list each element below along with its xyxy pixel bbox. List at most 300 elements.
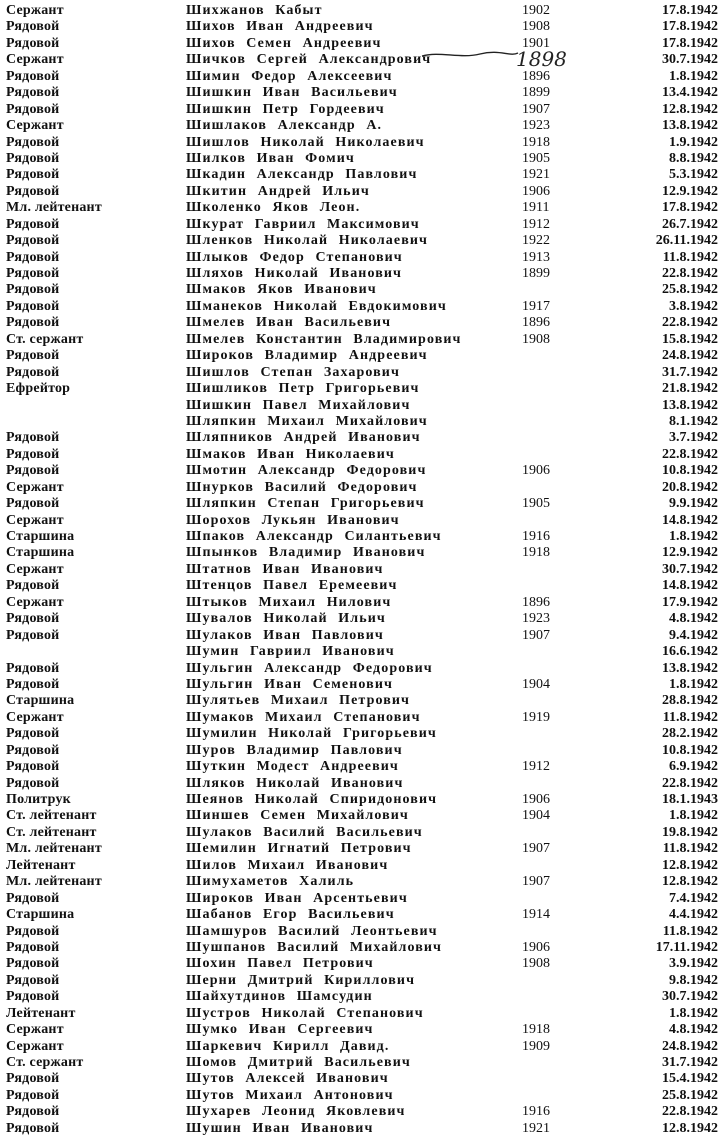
list-row [0,956,726,972]
year-cell: 1923 [522,611,550,627]
name-cell: Шутов Алексей Иванович [186,1071,389,1087]
date-cell: 25.8.1942 [662,1087,718,1103]
list-row [0,611,726,627]
rank-cell: Старшина [6,907,75,923]
name-cell: Шичков Сергей Александрович [186,52,432,68]
date-cell: 10.8.1942 [662,463,718,479]
rank-cell: Мл. лейтенант [6,841,102,857]
date-cell: 3.7.1942 [669,430,718,446]
list-row [0,776,726,792]
rank-cell: Ст. сержант [6,1055,84,1070]
name-cell: Шумко Иван Сергеевич [186,1022,374,1038]
year-cell: 1908 [522,956,550,972]
date-cell: 14.8.1942 [662,512,718,528]
year-cell: 1913 [522,249,550,265]
date-cell: 11.8.1942 [662,249,718,265]
list-row [0,1039,726,1055]
year-cell: 1921 [522,1120,550,1136]
date-cell: 15.4.1942 [662,1071,718,1087]
date-cell: 22.8.1942 [662,446,718,462]
list-row [0,348,726,364]
date-cell: 17.9.1942 [662,594,718,610]
year-cell: 1902 [522,3,550,18]
name-cell: Шульгин Иван Семенович [186,676,393,692]
list-row [0,496,726,512]
year-cell: 1907 [522,101,550,117]
name-cell: Шляпкин Михаил Михайлович [186,413,428,429]
list-row [0,217,726,233]
list-row [0,759,726,775]
list-row [0,19,726,35]
rank-cell: Рядовой [6,35,60,51]
date-cell: 13.8.1942 [662,118,718,134]
rank-cell: Лейтенант [6,1005,76,1021]
rank-cell: Лейтенант [6,857,76,873]
name-cell: Шмелев Иван Васильевич [186,315,392,331]
list-row [0,1071,726,1087]
name-cell: Шляпкин Степан Григорьевич [186,496,425,512]
list-row [0,282,726,298]
list-row [0,644,726,660]
rank-cell: Рядовой [6,611,60,627]
name-cell: Шохин Павел Петрович [186,956,374,972]
list-row [0,480,726,496]
name-cell: Шимин Федор Алексеевич [186,68,393,84]
rank-cell: Рядовой [6,1120,60,1136]
rank-cell: Политрук [6,792,71,807]
list-row [0,513,726,529]
list-row [0,940,726,956]
year-cell: 1918 [522,1022,550,1038]
rank-cell: Рядовой [6,1104,60,1120]
rank-cell: Рядовой [6,68,60,84]
rank-cell: Сержант [6,709,64,725]
list-row [0,989,726,1005]
name-cell: Шувалов Николай Ильич [186,611,386,627]
list-row [0,200,726,216]
rank-cell: Рядовой [6,890,60,906]
rank-cell: Рядовой [6,939,60,955]
name-cell: Шилов Михаил Иванович [186,857,389,873]
list-row [0,414,726,430]
name-cell: Штыков Михаил Нилович [186,594,392,610]
rank-cell: Рядовой [6,1071,60,1087]
date-cell: 9.8.1942 [669,972,718,988]
rank-cell: Рядовой [6,496,60,512]
list-row [0,545,726,561]
rank-cell: Рядовой [6,989,60,1005]
name-cell: Шутов Михаил Антонович [186,1087,394,1103]
date-cell: 24.8.1942 [662,348,718,364]
name-cell: Шмаков Иван Николаевич [186,446,395,462]
date-cell: 13.8.1942 [662,397,718,413]
date-cell: 3.9.1942 [669,956,718,972]
list-row [0,661,726,677]
name-cell: Школенко Яков Леон. [186,200,361,216]
name-cell: Шманеков Николай Евдокимович [186,298,447,314]
year-cell: 1911 [522,200,550,216]
list-row [0,447,726,463]
name-cell: Шуткин Модест Андреевич [186,759,399,775]
name-cell: Шабанов Егор Васильевич [186,907,395,923]
rank-cell: Рядовой [6,676,60,692]
year-cell: 1908 [522,331,550,347]
date-cell: 12.9.1942 [662,545,718,561]
list-row [0,628,726,644]
year-cell: 1905 [522,496,550,512]
list-row [0,874,726,890]
list-row [0,85,726,101]
name-cell: Шеянов Николай Спиридонович [186,792,438,807]
name-cell: Шнурков Василий Федорович [186,479,418,495]
list-row [0,808,726,824]
year-cell: 1907 [522,627,550,643]
rank-cell: Мл. лейтенант [6,200,102,216]
date-cell: 21.8.1942 [662,381,718,397]
list-row [0,792,726,808]
rank-cell: Рядовой [6,298,60,314]
date-cell: 10.8.1942 [662,742,718,758]
year-cell: 1907 [522,841,550,857]
year-cell: 1909 [522,1038,550,1054]
name-cell: Шлыков Федор Степанович [186,249,403,265]
rank-cell: Рядовой [6,282,60,298]
list-row [0,365,726,381]
year-cell: 1923 [522,118,550,134]
rank-cell: Рядовой [6,348,60,364]
list-row [0,562,726,578]
date-cell: 1.8.1942 [669,1005,718,1021]
name-cell: Шиншев Семен Михайлович [186,808,409,824]
year-cell: 1901 [522,35,550,51]
date-cell: 7.4.1942 [669,890,718,906]
rank-cell: Рядовой [6,134,60,150]
date-cell: 9.9.1942 [669,496,718,512]
rank-cell: Рядовой [6,956,60,972]
rank-cell: Рядовой [6,972,60,988]
list-row [0,151,726,167]
year-cell: 1916 [522,1104,550,1120]
date-cell: 18.1.1943 [662,792,718,807]
name-cell: Шкитин Андрей Ильич [186,183,370,199]
name-cell: Шимухаметов Халиль [186,874,355,890]
year-cell: 1904 [522,808,550,824]
rank-cell: Старшина [6,545,75,561]
handwritten-year-annotation: 1898 [516,47,567,71]
name-cell: Шухарев Леонид Яковлевич [186,1104,406,1120]
name-cell: Шустров Николай Степанович [186,1005,424,1021]
list-row [0,102,726,118]
name-cell: Шишлов Степан Захарович [186,364,400,380]
date-cell: 17.8.1942 [662,200,718,216]
rank-cell: Рядовой [6,578,60,594]
date-cell: 12.8.1942 [662,1120,718,1136]
rank-cell: Рядовой [6,726,60,742]
list-row [0,924,726,940]
name-cell: Шишкин Иван Васильевич [186,85,398,101]
name-cell: Шихов Иван Андреевич [186,19,374,35]
list-row [0,398,726,414]
list-row [0,1022,726,1038]
name-cell: Шмелев Константин Владимирович [186,331,462,347]
date-cell: 9.4.1942 [669,627,718,643]
rank-cell: Рядовой [6,101,60,117]
date-cell: 30.7.1942 [662,989,718,1005]
date-cell: 1.9.1942 [669,134,718,150]
list-row [0,3,726,19]
list-row [0,233,726,249]
date-cell: 19.8.1942 [662,824,718,840]
date-cell: 25.8.1942 [662,282,718,298]
date-cell: 1.8.1942 [669,68,718,84]
name-cell: Шленков Николай Николаевич [186,233,429,249]
name-cell: Шорохов Лукьян Иванович [186,512,400,528]
year-cell: 1905 [522,150,550,166]
list-row [0,381,726,397]
list-row [0,1055,726,1071]
name-cell: Шулаков Василий Васильевич [186,824,423,840]
rank-cell: Сержант [6,594,64,610]
list-row [0,135,726,151]
date-cell: 12.8.1942 [662,857,718,873]
rank-cell: Рядовой [6,233,60,249]
rank-cell: Сержант [6,1038,64,1054]
rank-cell: Рядовой [6,627,60,643]
rank-cell: Сержант [6,1022,64,1038]
list-row [0,891,726,907]
name-cell: Шамшуров Василий Леонтьевич [186,923,438,939]
name-cell: Широков Владимир Андреевич [186,348,428,364]
list-row [0,430,726,446]
rank-cell: Рядовой [6,775,60,791]
name-cell: Шумаков Михаил Степанович [186,709,421,725]
date-cell: 11.8.1942 [662,841,718,857]
date-cell: 11.8.1942 [662,923,718,939]
year-cell: 1914 [522,907,550,923]
date-cell: 3.8.1942 [669,298,718,314]
year-cell: 1904 [522,676,550,692]
rank-cell: Рядовой [6,167,60,183]
date-cell: 13.4.1942 [662,85,718,101]
date-cell: 6.9.1942 [669,759,718,775]
name-cell: Шкадин Александр Павлович [186,167,418,183]
rank-cell: Ст. лейтенант [6,824,97,840]
list-row [0,825,726,841]
year-cell: 1912 [522,759,550,775]
date-cell: 22.8.1942 [662,266,718,281]
date-cell: 17.8.1942 [662,3,718,18]
name-cell: Шайхутдинов Шамсудин [186,989,373,1005]
rank-cell: Рядовой [6,19,60,35]
date-cell: 31.7.1942 [662,1055,718,1070]
year-cell: 1906 [522,183,550,199]
list-row [0,693,726,709]
list-row [0,578,726,594]
rank-cell: Сержант [6,52,64,68]
name-cell: Шумин Гавриил Иванович [186,644,395,660]
rank-cell: Ст. лейтенант [6,808,97,824]
rank-cell: Рядовой [6,923,60,939]
rank-cell: Рядовой [6,463,60,479]
rank-cell: Рядовой [6,446,60,462]
name-cell: Шишликов Петр Григорьевич [186,381,420,397]
date-cell: 13.8.1942 [662,660,718,676]
name-cell: Шпынков Владимир Иванович [186,545,426,561]
rank-cell: Сержант [6,3,64,18]
year-cell: 1922 [522,233,550,249]
rank-cell: Сержант [6,479,64,495]
list-row [0,299,726,315]
date-cell: 22.8.1942 [662,1104,718,1120]
list-row [0,1006,726,1022]
rank-cell: Сержант [6,512,64,528]
date-cell: 4.4.1942 [669,907,718,923]
list-row [0,529,726,545]
name-cell: Штатнов Иван Иванович [186,561,384,577]
rank-cell: Рядовой [6,364,60,380]
year-cell: 1917 [522,298,550,314]
rank-cell: Рядовой [6,742,60,758]
date-cell: 30.7.1942 [662,52,718,68]
date-cell: 11.8.1942 [662,709,718,725]
date-cell: 30.7.1942 [662,561,718,577]
year-cell: 1906 [522,463,550,479]
list-row [0,266,726,282]
year-cell: 1896 [522,315,550,331]
list-row [0,184,726,200]
rank-cell: Старшина [6,693,75,709]
name-cell: Шляпников Андрей Иванович [186,430,421,446]
year-cell: 1896 [522,594,550,610]
year-cell: 1919 [522,709,550,725]
list-row [0,710,726,726]
date-cell: 1.8.1942 [669,676,718,692]
rank-cell: Рядовой [6,216,60,232]
year-cell: 1912 [522,216,550,232]
rank-cell: Сержант [6,561,64,577]
date-cell: 26.11.1942 [655,233,718,249]
name-cell: Шумилин Николай Григорьевич [186,726,437,742]
rank-cell: Рядовой [6,249,60,265]
soldier-list [0,3,726,1137]
list-row [0,36,726,52]
list-row [0,1121,726,1137]
name-cell: Шушин Иван Иванович [186,1120,374,1136]
rank-cell: Рядовой [6,1087,60,1103]
list-row [0,463,726,479]
date-cell: 28.2.1942 [662,726,718,742]
list-row [0,332,726,348]
date-cell: 20.8.1942 [662,479,718,495]
year-cell: 1907 [522,874,550,890]
date-cell: 24.8.1942 [662,1038,718,1054]
date-cell: 26.7.1942 [662,216,718,232]
date-cell: 14.8.1942 [662,578,718,594]
name-cell: Шушпанов Василий Михайлович [186,939,443,955]
list-row [0,1088,726,1104]
list-row [0,907,726,923]
name-cell: Штенцов Павел Еремеевич [186,578,398,594]
list-row [0,52,726,68]
date-cell: 22.8.1942 [662,315,718,331]
year-cell: 1899 [522,85,550,101]
year-cell: 1908 [522,19,550,35]
name-cell: Шемилин Игнатий Петрович [186,841,412,857]
list-row [0,118,726,134]
name-cell: Шишкин Петр Гордеевич [186,101,385,117]
rank-cell: Старшина [6,529,75,544]
list-row [0,69,726,85]
list-row [0,743,726,759]
rank-cell: Рядовой [6,660,60,676]
rank-cell: Мл. лейтенант [6,874,102,890]
list-row [0,841,726,857]
year-cell: 1906 [522,939,550,955]
name-cell: Шилков Иван Фомич [186,150,355,166]
list-row [0,250,726,266]
date-cell: 12.8.1942 [662,101,718,117]
year-cell: 1918 [522,545,550,561]
name-cell: Шляхов Николай Иванович [186,266,403,281]
date-cell: 17.8.1942 [662,19,718,35]
list-row [0,677,726,693]
rank-cell: Сержант [6,118,64,134]
date-cell: 1.8.1942 [669,529,718,544]
date-cell: 4.8.1942 [669,1022,718,1038]
name-cell: Шишлов Николай Николаевич [186,134,425,150]
name-cell: Шпаков Александр Силантьевич [186,529,442,544]
name-cell: Шихов Семен Андреевич [186,35,382,51]
name-cell: Шляков Николай Иванович [186,775,404,791]
rank-cell: Рядовой [6,85,60,101]
rank-cell: Ефрейтор [6,381,71,397]
date-cell: 31.7.1942 [662,364,718,380]
name-cell: Шмаков Яков Иванович [186,282,377,298]
name-cell: Шуров Владимир Павлович [186,742,403,758]
date-cell: 28.8.1942 [662,693,718,709]
date-cell: 8.1.1942 [669,413,718,429]
name-cell: Шульгин Александр Федорович [186,660,433,676]
list-row [0,726,726,742]
name-cell: Шулаков Иван Павлович [186,627,384,643]
rank-cell: Рядовой [6,150,60,166]
list-row [0,858,726,874]
year-cell: 1906 [522,792,550,807]
date-cell: 12.9.1942 [662,183,718,199]
rank-cell: Рядовой [6,430,60,446]
date-cell: 5.3.1942 [669,167,718,183]
rank-cell: Ст. сержант [6,331,84,347]
date-cell: 17.8.1942 [662,35,718,51]
rank-cell: Рядовой [6,266,60,281]
name-cell: Широков Иван Арсентьевич [186,890,408,906]
list-row [0,595,726,611]
name-cell: Шкурат Гавриил Максимович [186,216,420,232]
date-cell: 1.8.1942 [669,808,718,824]
name-cell: Шулятьев Михаил Петрович [186,693,411,709]
name-cell: Шишкин Павел Михайлович [186,397,411,413]
date-cell: 22.8.1942 [662,775,718,791]
rank-cell: Рядовой [6,759,60,775]
date-cell: 15.8.1942 [662,331,718,347]
year-cell: 1918 [522,134,550,150]
list-row [0,167,726,183]
date-cell: 8.8.1942 [669,150,718,166]
name-cell: Шихжанов Кабыт [186,3,323,18]
list-row [0,315,726,331]
year-cell: 1896 [522,68,550,84]
name-cell: Шмотин Александр Федорович [186,463,427,479]
